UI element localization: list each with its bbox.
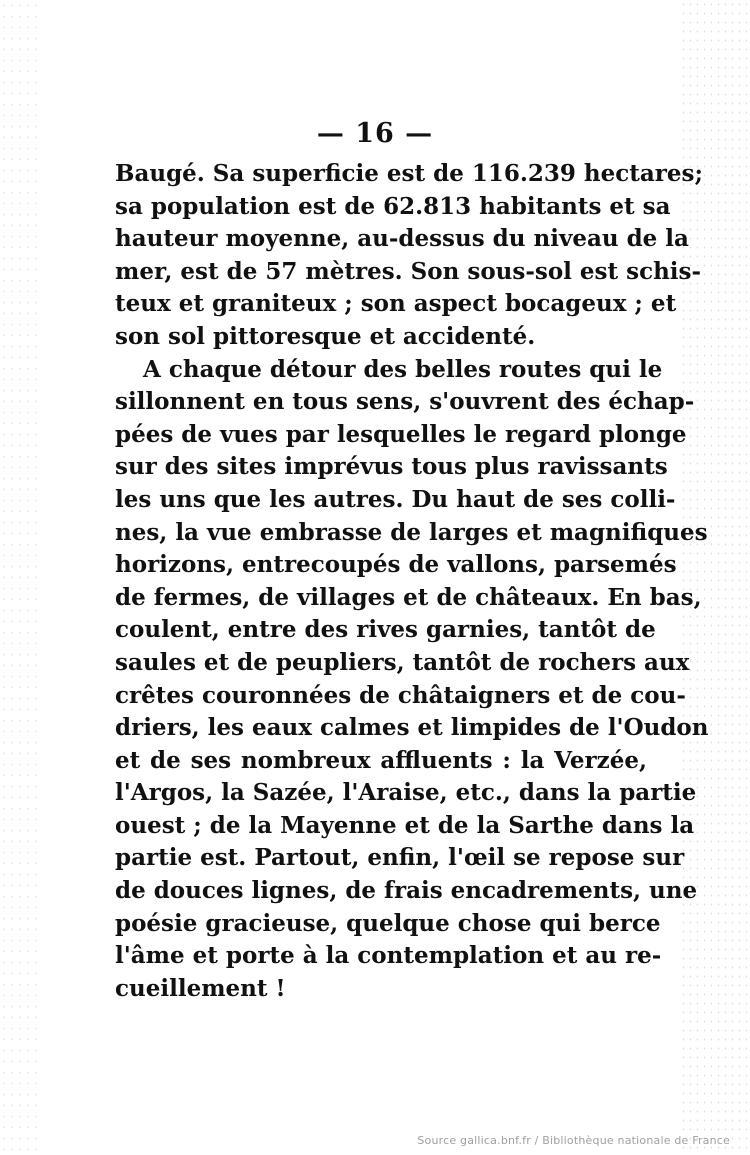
body-text bbox=[115, 158, 709, 1005]
text-line: poésie gracieuse, quelque chose qui berce bbox=[115, 909, 661, 937]
text-line: coulent, entre des rives garnies, tantôt de bbox=[115, 616, 656, 644]
text-line: saules et de peupliers, tantôt de rochers aux bbox=[115, 648, 690, 676]
text-line: ouest ; de la Mayenne et de la Sarthe dans la bbox=[115, 811, 695, 839]
text-line: partie est. Partout, enfin, l'œil se repose sur bbox=[115, 844, 685, 872]
text-line: mer, est de 57 mètres. Son sous-sol est schis- bbox=[115, 257, 702, 285]
text-line: son sol pittoresque et accidenté. bbox=[115, 322, 536, 350]
text-line: sur des sites imprévus tous plus ravissants bbox=[115, 453, 668, 481]
text-line: l'âme et porte à la contemplation et au re- bbox=[115, 942, 662, 970]
text-line: pées de vues par lesquelles le regard plonge bbox=[115, 420, 687, 448]
text-line: de douces lignes, de frais encadrements, une bbox=[115, 877, 698, 905]
text-line: hauteur moyenne, au-dessus du niveau de la bbox=[115, 225, 689, 253]
text-line: nes, la vue embrasse de larges et magnifiques bbox=[115, 518, 708, 546]
text-line: et de ses nombreux affluents : la Verzée, bbox=[115, 746, 647, 774]
scan-noise-left bbox=[0, 0, 40, 1155]
text-line: teux et graniteux ; son aspect bocageux ; et bbox=[115, 290, 677, 318]
text-line: driers, les eaux calmes et limpides de l'Oudon bbox=[115, 714, 709, 742]
page-number: — 16 — bbox=[316, 118, 434, 149]
text-line: les uns que les autres. Du haut de ses colli- bbox=[115, 485, 676, 513]
text-line: horizons, entrecoupés de vallons, parsemés bbox=[115, 551, 677, 579]
text-line: A chaque détour des belles routes qui le bbox=[143, 355, 663, 383]
source-attribution: Source gallica.bnf.fr / Bibliothèque nationale de France bbox=[417, 1134, 730, 1147]
text-line: sillonnent en tous sens, s'ouvrent des échap- bbox=[115, 388, 695, 416]
text-line: sa population est de 62.813 habitants et sa bbox=[115, 192, 671, 220]
text-line: de fermes, de villages et de châteaux. En bas, bbox=[115, 583, 702, 611]
text-line: Baugé. Sa superficie est de 116.239 hectares; bbox=[115, 160, 703, 187]
text-line: crêtes couronnées de châtaigners et de cou- bbox=[115, 681, 686, 709]
text-line: l'Argos, la Sazée, l'Araise, etc., dans la partie bbox=[115, 779, 697, 807]
text-line: cueillement ! bbox=[115, 974, 286, 1002]
